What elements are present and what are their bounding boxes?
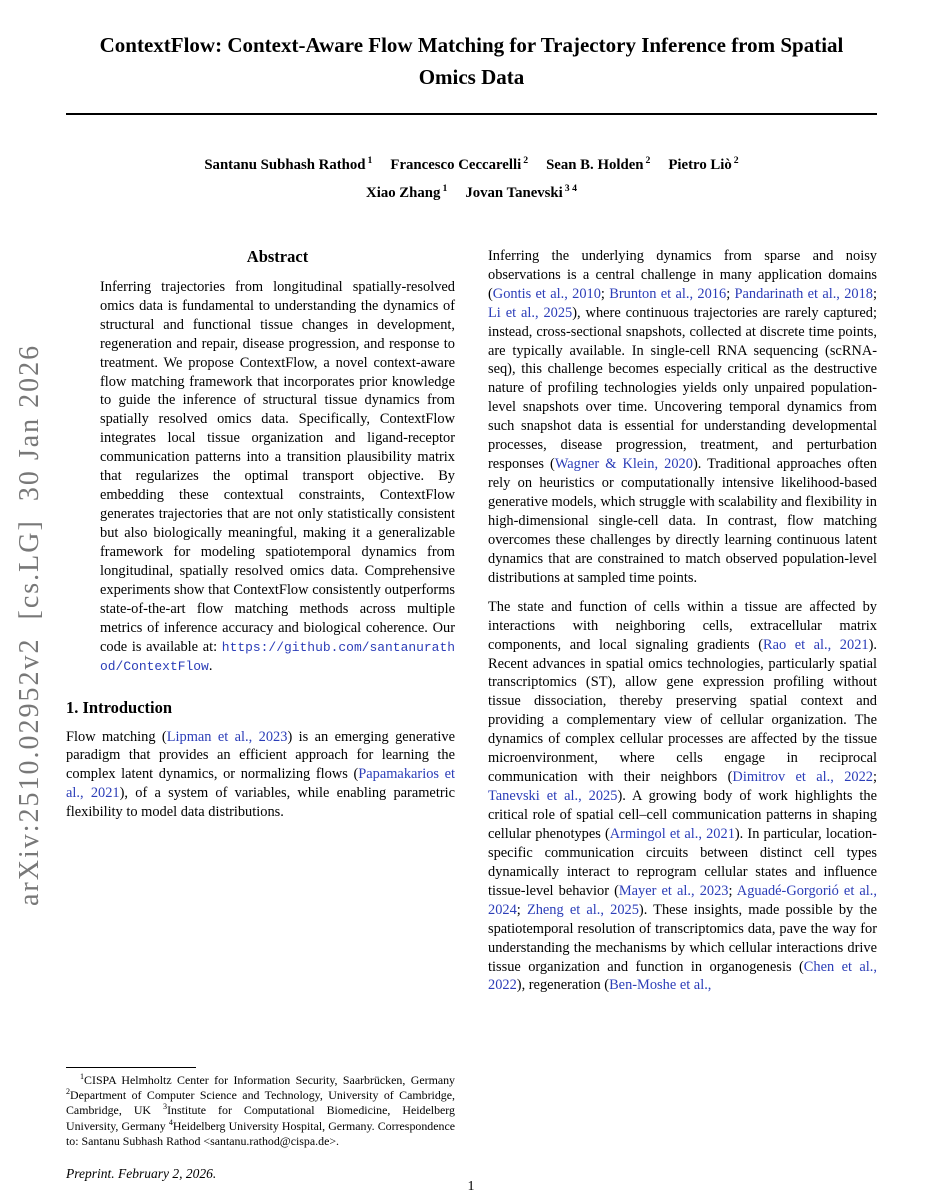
text-run: ) is an emerging generative paradigm that provides an efficient approach for learning the complex latent dynamics, or normalizing flows (	[66, 728, 455, 783]
text-run: Inferring the underlying dynamics from sparse and noisy observations is a central challenge in many application domains (	[488, 247, 877, 302]
text-run: ). Recent advances in spatial omics technologies, particularly spatial transcriptomics (ST), allow gene expression profiling without tissue dissociation, thereby preserving spatial context and providing a complementary view of cellular organization. The dynamics of complex cellular processes are affected by the tissue microenvironment, where cells engage in reciprocal communication with their neighbors (	[488, 636, 877, 786]
citation-link[interactable]: Li et al., 2025	[488, 304, 573, 321]
author	[366, 182, 448, 201]
citation-link[interactable]: Dimitrov et al., 2022	[732, 769, 873, 786]
author	[465, 182, 577, 201]
author-line-1	[66, 149, 877, 177]
text-run: CISPA Helmholtz Center for Information Security, Saarbrücken, Germany	[84, 1072, 455, 1087]
author-name: Sean B. Holden	[546, 156, 644, 173]
text-run: ;	[728, 882, 737, 899]
author	[546, 157, 650, 173]
text-run: ). A growing body of work highlights the critical role of spatial cell–cell communication patterns in shaping cellular phenotypes (	[488, 788, 877, 842]
citation-link[interactable]: Lipman et al., 2023	[166, 728, 288, 745]
citation-link[interactable]: Tanevski et al., 2025	[488, 788, 618, 805]
footnote-divider	[66, 1067, 196, 1068]
author-name: Jovan Tanevski	[465, 184, 563, 201]
citation-link[interactable]: Pandarinath et al., 2018	[734, 285, 874, 302]
text-run: ;	[873, 285, 878, 302]
arxiv-stamp: arXiv:2510.02952v2 [cs.LG] 30 Jan 2026	[14, 343, 45, 906]
text-run: Institute for Computational Biomedicine, Heidelberg University, Germany	[66, 1103, 455, 1133]
abstract-section	[100, 247, 455, 676]
citation-link[interactable]: Zheng et al., 2025	[526, 901, 639, 918]
author-affiliation-superscript: 3 4	[564, 182, 577, 194]
citation-link[interactable]: Armingol et al., 2021	[609, 825, 735, 842]
author-affiliation-superscript: 2	[523, 155, 529, 166]
text-run: Flow matching (	[66, 728, 167, 745]
section-heading-introduction: 1. Introduction	[66, 697, 173, 717]
citation-link[interactable]: Wagner & Klein, 2020	[554, 456, 693, 473]
citation-link[interactable]: Brunton et al., 2016	[609, 285, 727, 302]
page-content	[66, 0, 877, 1182]
text-run: ), where continuous trajectories are rarely captured; instead, cross-sectional snapshots, collected at discrete time points, are typically available. In single-cell RNA sequencing (scRNA-seq), this challenge becomes especially critical as the destructive nature of profiling technologies yields only unpaired population-level snapshots over time. Uncovering temporal dynamics from such snapshot data is essential for understanding developmental processes, disease progression, treatment, and perturbation responses (	[488, 304, 877, 473]
text-run: Department of Computer Science and Technology, University of Cambridge, Cambridge, UK	[66, 1087, 455, 1118]
author-name: Santanu Subhash Rathod	[204, 156, 366, 173]
text-run: ;	[516, 901, 527, 918]
text-run: ;	[600, 285, 610, 302]
text-run: ;	[726, 285, 735, 302]
title-divider	[66, 113, 877, 115]
author-name: Pietro Liò	[668, 156, 732, 173]
footnote-text	[66, 1073, 455, 1150]
body-paragraph-1	[488, 247, 877, 588]
footnote-block	[66, 1067, 455, 1182]
citation-link[interactable]: Aguadé-Gorgorió et al., 2024	[488, 882, 877, 918]
superscript: 3	[163, 1102, 168, 1112]
text-run: The state and function of cells within a tissue are affected by interactions with neighboring cells, extracellular matrix components, and local signaling gradients (	[488, 598, 877, 653]
citation-link[interactable]: Mayer et al., 2023	[618, 882, 729, 899]
superscript: 1	[80, 1071, 85, 1081]
citation-link[interactable]: Chen et al., 2022	[488, 958, 877, 994]
citation-link[interactable]: Rao et al., 2021	[762, 636, 869, 653]
paper-title: ContextFlow: Context-Aware Flow Matching for Trajectory Inference from Spatial Omics Data	[99, 33, 844, 89]
superscript: 2	[66, 1087, 71, 1096]
right-column	[488, 247, 877, 1182]
author-line-2	[66, 177, 877, 205]
superscript: 4	[168, 1117, 173, 1127]
text-run: ). These insights, made possible by the spatiotemporal resolution of transcriptomics data, pave the way for understanding the mechanisms by which cellular interactions drive tissue organization and function in organogenesis (	[488, 901, 877, 975]
text-run: ;	[872, 769, 877, 786]
author-name: Francesco Ceccarelli	[390, 156, 522, 173]
page-number: 1	[467, 1179, 475, 1194]
text-run: ). Traditional approaches often rely on heuristics or computationally intensive likelihood-based generative models, which struggle with scalability and flexibility in high-dimensional single-cell data. In contrast, flow matching overcomes these challenges by directly learning continuous latent dynamics that are constrained to match observed population-level distributions at sampled time points.	[488, 456, 877, 586]
abstract-heading: Abstract	[246, 246, 309, 266]
author-affiliation-superscript: 2	[733, 155, 739, 166]
preprint-note: Preprint. February 2, 2026.	[66, 1165, 217, 1181]
text-run: Heidelberg University Hospital, Germany. Correspondence to: Santanu Subhash Rathod <santanu.rathod@cispa.de>.	[66, 1118, 455, 1149]
text-run: .	[208, 657, 213, 674]
two-column-body	[66, 247, 877, 1182]
left-column	[66, 247, 455, 1182]
author-name: Xiao Zhang	[366, 184, 441, 201]
text-run: ). In particular, location-specific communication circuits between distinct cell types dynamically interact to reprogram cellular states and influence tissue-level behavior (	[488, 825, 877, 899]
citation-link[interactable]: Ben-Moshe et al.,	[609, 977, 712, 994]
citation-link[interactable]: Papamakarios et al., 2021	[66, 766, 455, 802]
text-run: Inferring trajectories from longitudinal spatially-resolved omics data is fundamental to understanding the dynamics of structural and functional tissue changes in development, regeneration and repair, disease progression, and response to treatment. We propose ContextFlow, a novel context-aware flow matching framework that incorporates prior knowledge to guide the inference of structural tissue dynamics from spatially resolved omics data. Specifically, ContextFlow integrates local tissue organization and ligand-receptor communication patterns into a transition plausibility matrix that regularizes the optimal transport objective. By embedding these contextual constraints, ContextFlow generates trajectories that are not only statistically consistent but also biologically meaningful, making it a generalizable framework for modeling spatiotemporal dynamics from longitudinal, spatially resolved omics data. Comprehensive experiments show that ContextFlow consistently outperforms state-of-the-art flow matching methods across multiple metrics of inference accuracy and biological coherence. Our code is available at:	[100, 278, 455, 655]
author	[390, 157, 528, 173]
author	[668, 157, 738, 173]
author-affiliation-superscript: 1	[442, 182, 448, 194]
url-link[interactable]: https://github.com/santanurathod/ContextFlow	[100, 639, 455, 674]
abstract-text	[100, 278, 455, 676]
text-run: ), regeneration (	[516, 977, 610, 994]
author-affiliation-superscript: 1	[367, 155, 373, 166]
author	[204, 157, 372, 173]
author-block	[66, 149, 877, 205]
citation-link[interactable]: Gontis et al., 2010	[492, 285, 601, 302]
intro-paragraph	[66, 728, 455, 823]
body-paragraph-2	[488, 598, 877, 996]
author-affiliation-superscript: 2	[645, 155, 651, 166]
text-run: ), of a system of variables, while enabling parametric flexibility to model data distributions.	[66, 785, 455, 821]
